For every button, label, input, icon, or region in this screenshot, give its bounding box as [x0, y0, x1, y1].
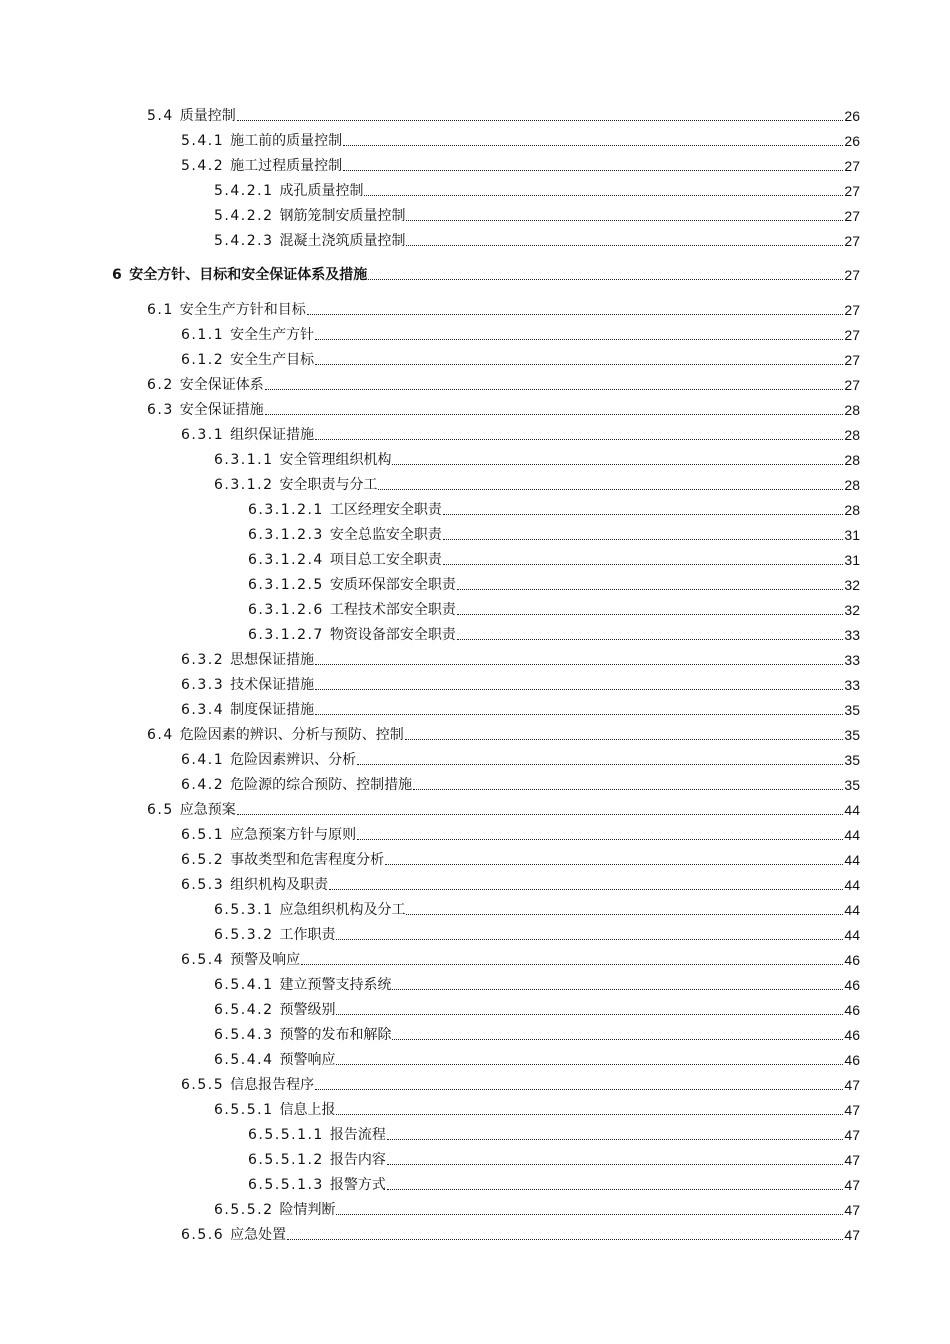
toc-entry-title: 报告内容: [329, 1152, 386, 1168]
toc-entry-number: 6.5: [147, 802, 174, 818]
toc-entry-label: [181, 1076, 314, 1094]
toc-entry-label: [248, 526, 442, 544]
toc-entry[interactable]: [147, 370, 860, 394]
toc-entry-number: 6.5.5.2: [214, 1202, 274, 1218]
toc-entry-page: 47: [844, 1127, 860, 1143]
toc-entry-number: 6.2: [147, 377, 174, 393]
toc-entry-title: 思想保证措施: [230, 652, 315, 668]
toc-entry-title: 组织机构及职责: [230, 877, 329, 893]
toc-entry-title: 预警及响应: [230, 952, 301, 968]
toc-entry-label: [214, 901, 405, 919]
toc-entry[interactable]: [181, 1220, 860, 1244]
toc-entry-number: 5.4.1: [181, 133, 225, 149]
dot-leader: [315, 439, 843, 440]
dot-leader: [385, 864, 843, 865]
dot-leader: [343, 145, 843, 146]
toc-entry-number: 6.3.1: [181, 427, 225, 443]
toc-entry[interactable]: [147, 720, 860, 744]
toc-entry-page: 27: [844, 302, 860, 318]
toc-entry-number: 6.5.4.4: [214, 1052, 274, 1068]
toc-entry-number: 6.5.3.2: [214, 927, 274, 943]
toc-entry[interactable]: [181, 945, 860, 969]
toc-entry-label: [181, 826, 356, 844]
toc-entry-number: 6.1: [147, 302, 174, 318]
dot-leader: [237, 814, 844, 815]
dot-leader: [315, 364, 843, 365]
toc-entry[interactable]: [248, 1120, 860, 1144]
toc-entry-page: 27: [844, 267, 860, 283]
toc-entry-page: 46: [844, 1027, 860, 1043]
toc-entry-label: [181, 132, 342, 150]
toc-entry-label: [214, 976, 391, 994]
dot-leader: [336, 939, 843, 940]
toc-entry-page: 44: [844, 827, 860, 843]
toc-entry[interactable]: [181, 345, 860, 369]
toc-entry-title: 工程技术部安全职责: [329, 602, 456, 618]
toc-entry-page: 31: [844, 552, 860, 568]
toc-entry-number: 6.5.5.1.3: [248, 1177, 324, 1193]
toc-entry-label: [248, 576, 456, 594]
toc-entry[interactable]: [214, 176, 860, 200]
toc-entry-page: 44: [844, 877, 860, 893]
toc-entry-number: 6.3.1.2.3: [248, 527, 324, 543]
toc-entry-number: 5.4.2: [181, 158, 225, 174]
toc-entry-page: 28: [844, 502, 860, 518]
toc-entry-number: 6.3.1.2.1: [248, 502, 324, 518]
toc-entry-page: 27: [844, 183, 860, 199]
toc-entry-label: [181, 326, 314, 344]
toc-entry[interactable]: [248, 620, 860, 644]
toc-entry-title: 质量控制: [179, 108, 236, 124]
dot-leader: [406, 245, 843, 246]
toc-entry[interactable]: [214, 1095, 860, 1119]
toc-entry[interactable]: [214, 445, 860, 469]
toc-entry-number: 6: [112, 267, 124, 283]
toc-entry[interactable]: [248, 570, 860, 594]
toc-entry-title: 成孔质量控制: [279, 183, 364, 199]
toc-entry[interactable]: [181, 695, 860, 719]
toc-entry[interactable]: [248, 520, 860, 544]
toc-entry-label: [181, 351, 314, 369]
toc-entry-page: 47: [844, 1202, 860, 1218]
dot-leader: [315, 1089, 843, 1090]
toc-entry[interactable]: [248, 1170, 860, 1194]
toc-entry[interactable]: [181, 670, 860, 694]
dot-leader: [315, 689, 843, 690]
toc-entry-title: 信息上报: [279, 1102, 336, 1118]
toc-entry-page: 28: [844, 477, 860, 493]
toc-entry-number: 6.1.1: [181, 327, 225, 343]
toc-entry-title: 危险源的综合预防、控制措施: [230, 777, 413, 793]
toc-entry-page: 32: [844, 577, 860, 593]
dot-leader: [265, 389, 844, 390]
toc-entry-label: [214, 476, 377, 494]
toc-entry-title: 工作职责: [279, 927, 336, 943]
toc-entry[interactable]: [181, 870, 860, 894]
toc-entry-label: [214, 1201, 335, 1219]
toc-entry-number: 5.4.2.1: [214, 183, 274, 199]
toc-entry-number: 6.5.1: [181, 827, 225, 843]
toc-entry-label: [214, 1001, 335, 1019]
toc-entry-title: 安全方针、目标和安全保证体系及措施: [129, 267, 368, 283]
toc-entry-label: [147, 376, 264, 394]
toc-entry-label: [214, 232, 405, 250]
toc-entry-label: [147, 726, 404, 744]
toc-entry-page: 26: [844, 133, 860, 149]
toc-entry-page: 27: [844, 377, 860, 393]
dot-leader: [368, 279, 843, 280]
toc-entry-label: [214, 207, 405, 225]
toc-entry[interactable]: [214, 895, 860, 919]
toc-entry-label: [181, 651, 314, 669]
toc-entry-title: 应急组织机构及分工: [279, 902, 406, 918]
toc-entry[interactable]: [147, 395, 860, 419]
toc-entry-label: [181, 851, 384, 869]
toc-entry-title: 危险因素的辨识、分析与预防、控制: [179, 727, 404, 743]
toc-entry-title: 钢筋笼制安质量控制: [279, 208, 406, 224]
toc-entry-number: 6.5.4.3: [214, 1027, 274, 1043]
dot-leader: [336, 1014, 843, 1015]
toc-entry-number: 5.4: [147, 108, 174, 124]
toc-entry-page: 27: [844, 208, 860, 224]
toc-entry[interactable]: [214, 1020, 860, 1044]
toc-entry-page: 27: [844, 327, 860, 343]
toc-entry-number: 6.3: [147, 402, 174, 418]
toc-entry-page: 44: [844, 852, 860, 868]
toc-entry-label: [214, 1051, 335, 1069]
dot-leader: [357, 839, 843, 840]
toc-entry-label: [214, 1026, 391, 1044]
toc-entry-title: 应急预案方针与原则: [230, 827, 357, 843]
toc-entry-label: [181, 751, 356, 769]
toc-entry-page: 46: [844, 1002, 860, 1018]
toc-entry[interactable]: [214, 226, 860, 250]
dot-leader: [457, 589, 844, 590]
toc-entry[interactable]: [214, 920, 860, 944]
dot-leader: [413, 789, 843, 790]
dot-leader: [265, 414, 844, 415]
toc-entry-label: [147, 107, 236, 125]
toc-entry[interactable]: [181, 745, 860, 769]
dot-leader: [301, 964, 843, 965]
toc-entry-number: 6.5.5: [181, 1077, 225, 1093]
toc-entry-title: 危险因素辨识、分析: [230, 752, 357, 768]
dot-leader: [443, 539, 844, 540]
toc-entry-title: 安全保证措施: [179, 402, 264, 418]
toc-entry[interactable]: [248, 545, 860, 569]
toc-entry-title: 工区经理安全职责: [329, 502, 442, 518]
toc-entry-number: 6.3.1.2.7: [248, 627, 324, 643]
toc-entry[interactable]: [248, 595, 860, 619]
dot-leader: [329, 889, 843, 890]
toc-entry-title: 制度保证措施: [230, 702, 315, 718]
toc-entry-title: 安全生产目标: [230, 352, 315, 368]
toc-entry-page: 47: [844, 1152, 860, 1168]
toc-entry[interactable]: [181, 320, 860, 344]
toc-entry[interactable]: [181, 1070, 860, 1094]
toc-entry-page: 35: [844, 727, 860, 743]
toc-entry-title: 应急处置: [230, 1227, 287, 1243]
toc-entry-number: 6.4: [147, 727, 174, 743]
toc-entry-page: 27: [844, 352, 860, 368]
toc-entry[interactable]: [214, 1195, 860, 1219]
toc-entry-page: 31: [844, 527, 860, 543]
toc-entry-number: 6.5.2: [181, 852, 225, 868]
toc-entry-title: 报警方式: [329, 1177, 386, 1193]
toc-entry[interactable]: [214, 201, 860, 225]
toc-entry-title: 项目总工安全职责: [329, 552, 442, 568]
toc-entry-page: 35: [844, 752, 860, 768]
toc-entry-page: 35: [844, 702, 860, 718]
toc-chapter-entry[interactable]: [112, 260, 860, 284]
toc-entry[interactable]: [181, 770, 860, 794]
dot-leader: [387, 1164, 844, 1165]
toc-entry-title: 安全保证体系: [179, 377, 264, 393]
toc-entry[interactable]: [181, 820, 860, 844]
toc-entry-number: 6.4.1: [181, 752, 225, 768]
toc-entry-label: [248, 626, 456, 644]
toc-entry-page: 28: [844, 402, 860, 418]
toc-entry-number: 6.1.2: [181, 352, 225, 368]
dot-leader: [405, 739, 844, 740]
toc-entry-page: 33: [844, 652, 860, 668]
toc-entry[interactable]: [181, 126, 860, 150]
toc-entry[interactable]: [147, 795, 860, 819]
toc-entry-label: [214, 1101, 335, 1119]
toc-entry-label: [248, 1176, 386, 1194]
dot-leader: [406, 220, 843, 221]
toc-entry[interactable]: [181, 645, 860, 669]
dot-leader: [343, 170, 843, 171]
toc-entry-label: [181, 951, 300, 969]
toc-entry-page: 32: [844, 602, 860, 618]
dot-leader: [364, 195, 843, 196]
toc-entry-title: 施工过程质量控制: [230, 158, 343, 174]
toc-entry-title: 安全职责与分工: [279, 477, 378, 493]
toc-entry[interactable]: [248, 1145, 860, 1169]
toc-entry-title: 混凝土浇筑质量控制: [279, 233, 406, 249]
toc-entry-title: 预警级别: [279, 1002, 336, 1018]
dot-leader: [378, 489, 843, 490]
toc-entry-label: [181, 876, 328, 894]
toc-entry-label: [181, 776, 412, 794]
dot-leader: [357, 764, 843, 765]
dot-leader: [392, 1039, 843, 1040]
dot-leader: [315, 714, 843, 715]
dot-leader: [387, 1139, 844, 1140]
toc-entry[interactable]: [181, 420, 860, 444]
toc-entry-label: [181, 157, 342, 175]
toc-entry-number: 6.5.3: [181, 877, 225, 893]
toc-entry-number: 6.5.4.2: [214, 1002, 274, 1018]
toc-entry-page: 27: [844, 158, 860, 174]
toc-entry-label: [214, 926, 335, 944]
toc-entry-page: 44: [844, 902, 860, 918]
toc-entry-title: 安全生产方针和目标: [179, 302, 306, 318]
toc-entry[interactable]: [214, 995, 860, 1019]
toc-entry-label: [214, 451, 391, 469]
dot-leader: [387, 1189, 844, 1190]
toc-entry-page: 46: [844, 952, 860, 968]
toc-entry-label: [248, 601, 456, 619]
toc-entry-title: 险情判断: [279, 1202, 336, 1218]
toc-entry-number: 5.4.2.3: [214, 233, 274, 249]
toc-entry-title: 预警响应: [279, 1052, 336, 1068]
toc-entry-page: 33: [844, 677, 860, 693]
toc-entry-label: [248, 551, 442, 569]
toc-entry-label: [248, 1126, 386, 1144]
toc-entry-number: 6.4.2: [181, 777, 225, 793]
dot-leader: [336, 1064, 843, 1065]
toc-entry-number: 6.5.5.1.2: [248, 1152, 324, 1168]
toc-entry[interactable]: [181, 845, 860, 869]
toc-entry-number: 6.3.1.2.6: [248, 602, 324, 618]
toc-entry-number: 6.3.1.1: [214, 452, 274, 468]
toc-entry-page: 44: [844, 927, 860, 943]
dot-leader: [336, 1214, 843, 1215]
toc-entry-number: 6.5.5.1: [214, 1102, 274, 1118]
toc-entry-page: 33: [844, 627, 860, 643]
dot-leader: [287, 1239, 843, 1240]
toc-entry-number: 6.5.5.1.1: [248, 1127, 324, 1143]
dot-leader: [392, 989, 843, 990]
toc-entry-title: 施工前的质量控制: [230, 133, 343, 149]
toc-entry-title: 建立预警支持系统: [279, 977, 392, 993]
dot-leader: [392, 464, 843, 465]
toc-entry-title: 信息报告程序: [230, 1077, 315, 1093]
toc-entry-title: 安全总监安全职责: [329, 527, 442, 543]
toc-entry-page: 44: [844, 802, 860, 818]
dot-leader: [315, 339, 843, 340]
toc-entry-label: [147, 801, 236, 819]
toc-entry-title: 物资设备部安全职责: [329, 627, 456, 643]
toc-entry-number: 6.5.3.1: [214, 902, 274, 918]
toc-entry-title: 事故类型和危害程度分析: [230, 852, 385, 868]
toc-entry-number: 6.3.2: [181, 652, 225, 668]
toc-entry-label: [214, 182, 363, 200]
toc-entry-page: 28: [844, 452, 860, 468]
toc-entry-number: 6.3.4: [181, 702, 225, 718]
toc-entry[interactable]: [214, 970, 860, 994]
toc-entry-label: [248, 1151, 386, 1169]
toc-entry-number: 6.3.3: [181, 677, 225, 693]
toc-entry-number: 6.3.1.2.5: [248, 577, 324, 593]
toc-entry-page: 28: [844, 427, 860, 443]
toc-entry-number: 6.5.4.1: [214, 977, 274, 993]
toc-entry-label: [147, 301, 306, 319]
toc-entry-title: 应急预案: [179, 802, 236, 818]
toc-entry-page: 47: [844, 1102, 860, 1118]
toc-entry-number: 6.3.1.2: [214, 477, 274, 493]
toc-entry-label: [112, 266, 367, 284]
toc-entry-page: 47: [844, 1227, 860, 1243]
toc-entry-page: 26: [844, 108, 860, 124]
toc-entry-title: 安全生产方针: [230, 327, 315, 343]
toc-entry-title: 技术保证措施: [230, 677, 315, 693]
toc-entry-title: 组织保证措施: [230, 427, 315, 443]
toc-entry[interactable]: [214, 1045, 860, 1069]
dot-leader: [406, 914, 843, 915]
toc-entry-title: 预警的发布和解除: [279, 1027, 392, 1043]
toc-entry-number: 6.3.1.2.4: [248, 552, 324, 568]
toc-entry[interactable]: [147, 101, 860, 125]
toc-entry-page: 47: [844, 1077, 860, 1093]
toc-entry-label: [181, 701, 314, 719]
dot-leader: [237, 120, 844, 121]
toc-entry-page: 47: [844, 1177, 860, 1193]
dot-leader: [457, 639, 844, 640]
dot-leader: [315, 664, 843, 665]
toc-entry-number: 6.5.6: [181, 1227, 225, 1243]
toc-entry-number: 6.5.4: [181, 952, 225, 968]
dot-leader: [443, 514, 844, 515]
dot-leader: [336, 1114, 843, 1115]
toc-entry[interactable]: [248, 495, 860, 519]
toc-entry-title: 安全管理组织机构: [279, 452, 392, 468]
toc-entry-page: 46: [844, 977, 860, 993]
toc-entry-page: 46: [844, 1052, 860, 1068]
toc-entry-label: [147, 401, 264, 419]
dot-leader: [443, 564, 844, 565]
toc-entry[interactable]: [181, 151, 860, 175]
toc-entry-page: 27: [844, 233, 860, 249]
toc-entry-title: 报告流程: [329, 1127, 386, 1143]
toc-entry[interactable]: [147, 295, 860, 319]
dot-leader: [457, 614, 844, 615]
toc-entry-label: [181, 676, 314, 694]
toc-entry-label: [181, 426, 314, 444]
toc-entry-label: [181, 1226, 286, 1244]
dot-leader: [307, 314, 844, 315]
toc-entry-number: 5.4.2.2: [214, 208, 274, 224]
toc-entry-title: 安质环保部安全职责: [329, 577, 456, 593]
toc-entry-label: [248, 501, 442, 519]
toc-entry-page: 35: [844, 777, 860, 793]
toc-entry[interactable]: [214, 470, 860, 494]
